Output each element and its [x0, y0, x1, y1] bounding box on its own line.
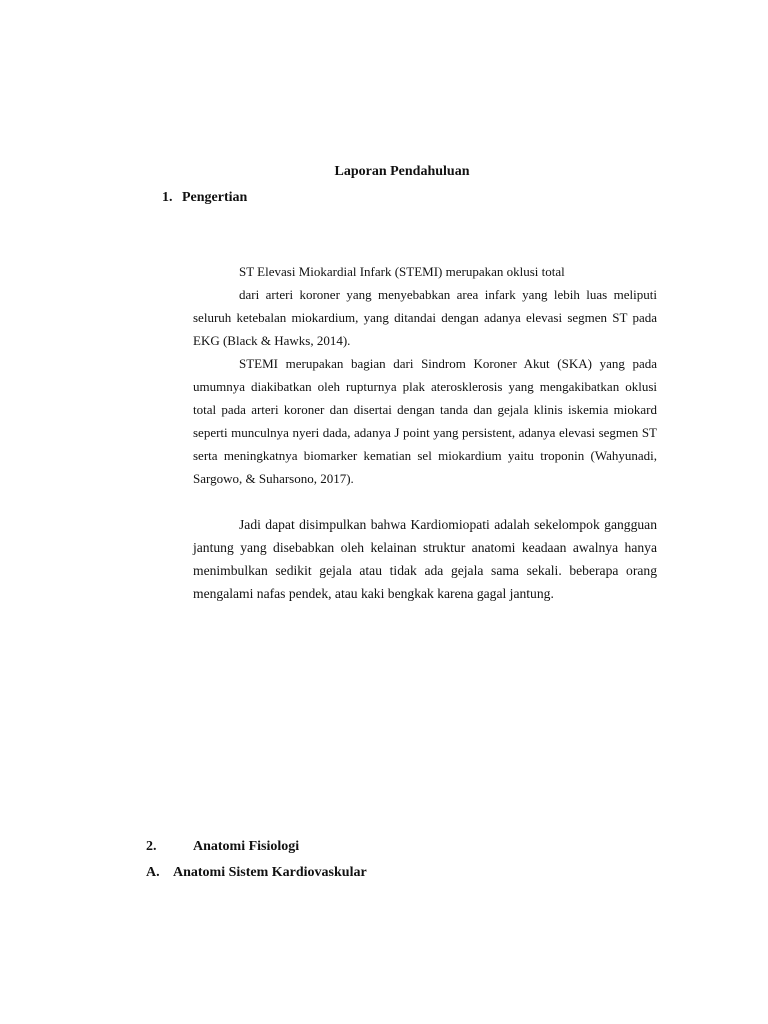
- subsection-title: Anatomi Sistem Kardiovaskular: [173, 865, 367, 880]
- document-title: Laporan Pendahuluan: [334, 164, 470, 179]
- section-title: Pengertian: [182, 190, 248, 205]
- paragraph-text: STEMI merupakan bagian dari Sindrom Koroner Akut (SKA) yang pada umumnya diakibatkan oleh rupturnya plak aterosklerosis yang mengakibatkan oklusi total pada arteri koroner dan disertai dengan tanda dan gejala klinis iskemia miokard seperti munculnya nyeri dada, adanya J point yang persistent, adanya elevasi segmen ST serta meningkatnya biomarker kematian sel miokardium yaitu troponin (Wahyunadi, Sargowo, & Suharsono, 2017).: [193, 356, 657, 487]
- section-heading-anatomi-fisiologi: [146, 837, 299, 857]
- paragraph-intro-line: ST Elevasi Miokardial Infark (STEMI) merupakan oklusi total: [239, 264, 565, 279]
- section-number: 1.: [162, 190, 173, 205]
- paragraph-text: dari arteri koroner yang menyebabkan area infark yang lebih luas meliputi seluruh ketebalan miokardium, yang ditandai dengan adanya elevasi segmen ST pada EKG (Black & Hawks, 2014).: [193, 287, 657, 349]
- paragraph-text: Jadi dapat disimpulkan bahwa Kardiomiopati adalah sekelompok gangguan jantung yang disebabkan oleh kelainan struktur anatomi keadaan awalnya hanya menimbulkan sedikit gejala atau tidak ada gejala sama sekali. beberapa orang mengalami nafas pendek, atau kaki bengkak karena gagal jantung.: [193, 517, 657, 602]
- subsection-letter: A.: [146, 865, 160, 880]
- section-heading-pengertian: [162, 188, 247, 208]
- paragraph-stemi-definition: [193, 283, 657, 352]
- section-number: 2.: [146, 839, 157, 854]
- subsection-heading-anatomi-kardiovaskular: [146, 863, 367, 883]
- section-title: Anatomi Fisiologi: [193, 839, 300, 854]
- paragraph-stemi-ska: [193, 352, 657, 491]
- paragraph-conclusion: [193, 513, 657, 605]
